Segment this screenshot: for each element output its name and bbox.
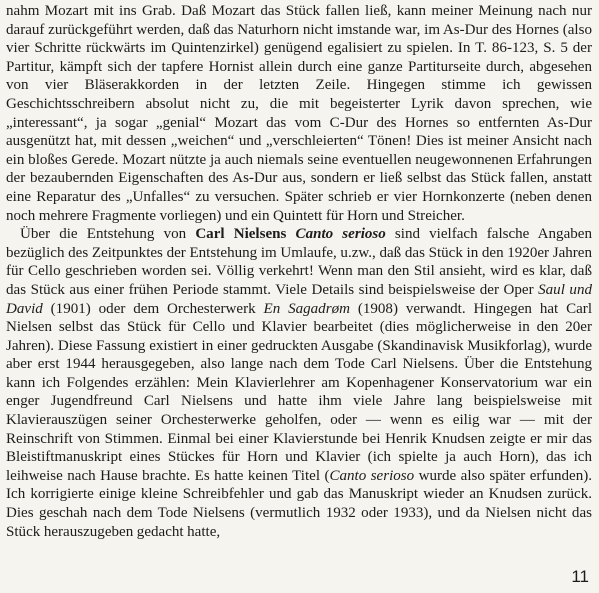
composer-name: Carl Nielsens xyxy=(195,226,287,243)
page-number: 11 xyxy=(571,567,589,586)
work-title-en-sagadrom: En Sagadrøm xyxy=(263,300,350,317)
text-run: nahm Mozart mit ins Grab. Daß Mozart das Stück fallen ließ, kann meiner Meinung nach nur darauf zurückgeführt werden, daß das Naturhorn nicht imstande war, im As-Dur des Hornes (also vier Schritte rückwärts im Quintenzirkel) genügend egalisiert zu spielen. In T. 86-123, S. 5 der Partitur, kämpft sich der tapfere Hornist allein durch eine ganze Partiturseite durch, abgesehen von vier Bläserakkorden in der letzten Zeile. Hingegen stimme ich gewissen Geschichtsschreibern absolut nicht zu, die mit begeisterter Lyrik davon sprechen, wie „interessant“, ja sogar „genial“ Mozart das vom C-Dur des Hornes so entfernten As-Dur ausgenützt hat, mit dessen „weichen“ und „verschleierten“ Tönen! Dies ist meiner Ansicht nach ein bloßes Gerede. Mozart nützte ja auch niemals seine eventuellen neugewonnenen Erfahrungen der bezaubernden Eigenschaften des As-Dur aus, sondern er ließ selbst das Stück fallen, anstatt eine Reparatur des „Unfalles“ zu versuchen. Später schrieb er vier Hornkonzerte (neben denen noch mehrere Fragmente vorliegen) und ein Quintett für Horn und Streicher. xyxy=(6,3,592,224)
paragraph-nielsen xyxy=(6,225,592,541)
text-run: (1908) verwandt. Hingegen hat Carl Nielsen selbst das Stück für Cello und Klavier bearbeitet (dies möglicherweise in den 20er Jahren). Diese Fassung existiert in einer gedruckten Ausgabe (Skandinavisk Musikforlag), wurde aber erst 1944 herausgegeben, also lange nach dem Tode Carl Nielsens. Über die Entstehung kann ich Folgendes erzählen: Mein Klavierlehrer am Kopenhagener Konservatorium war ein enger Jugendfreund Carl Nielsens und hatte ihm viele Jahre lang beispielsweise mit Klavierauszügen seiner Orchesterwerke geholfen, oder — wenn es eilig war — mit der Reinschrift von Stimmen. Einmal bei einer Klavierstunde bei Henrik Knudsen zeigte er mir das Bleistiftmanuskript eines Stückes für Horn und Klavier (ich spielte ja auch Horn), das ich leihweise nach Hause brachte. Es hatte keinen Titel ( xyxy=(6,300,593,484)
text-run: sind vielfach falsche Angaben bezüglich des Zeitpunktes der Entstehung im Umlaufe, u.zw., daß das Stück in den 1920er Jahren für Cello geschrieben worden sei. Völlig verkehrt! Wenn man den Stil ansieht, wird es klar, daß das Stück aus einer frühen Periode stammt. Viele Details sind beispielsweise der Oper xyxy=(6,226,592,298)
paragraph-mozart xyxy=(6,2,592,225)
text-run: wurde also später erfunden). Ich korrigierte einige kleine Schreibfehler und gab das Manuskript wieder an Knudsen zurück. Dies geschah nach dem Tode Nielsens (vermutlich 1932 oder 1933), und da Nielsen nicht das Stück herauszugeben gedacht hatte, xyxy=(6,467,592,540)
text-run: Über die Entstehung von xyxy=(20,226,196,243)
work-title-saul-und-david: Saul und David xyxy=(6,281,592,317)
body-text xyxy=(6,2,592,541)
work-title-canto-serioso: Canto serioso xyxy=(295,226,386,243)
text-run: (1901) oder dem Orchesterwerk xyxy=(42,300,264,317)
work-title-canto-serioso-2: Canto serioso xyxy=(329,467,415,484)
text-run xyxy=(286,226,295,242)
